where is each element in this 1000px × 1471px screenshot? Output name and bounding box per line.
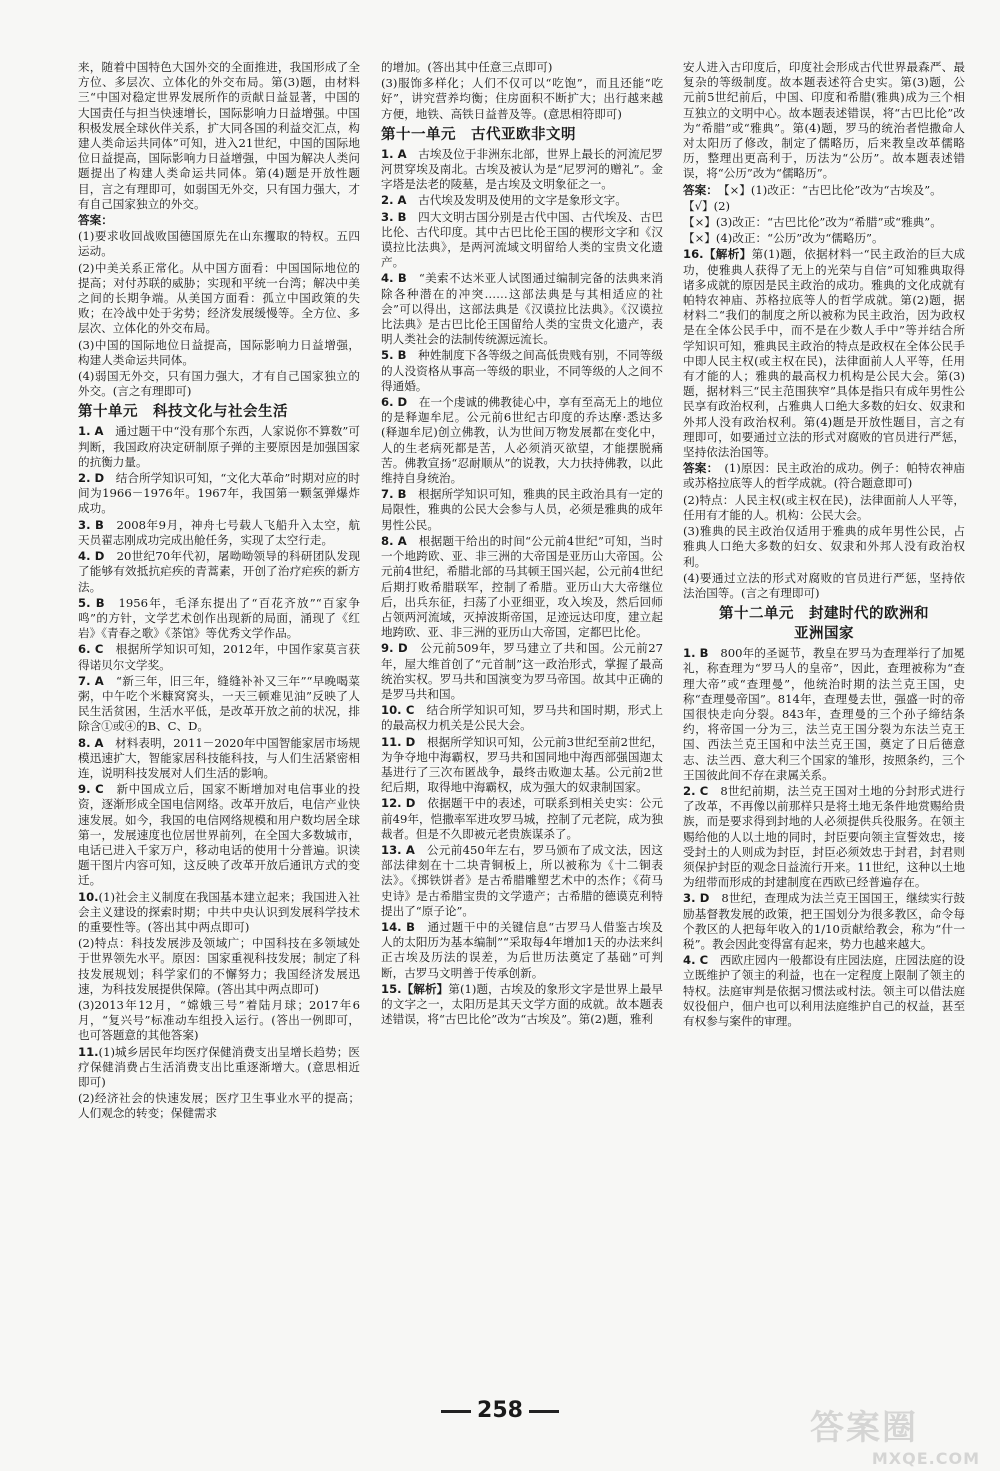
question-item: 10.(1)社会主义制度在我国基本建立起来；我国进入社会主义建设的探索时期；中共中央认识到发展科学技术的重要性等。(答出其中两点即可) <box>78 889 360 934</box>
question-number: 4. C <box>683 953 709 968</box>
question-item: 5. B 种姓制度下各等级之间高低贵贱有别，不同等级的人没资格从事高一等级的职业，不同等级的人之间不得通婚。 <box>381 348 663 393</box>
question-item: 6. D 在一个虔诚的佛教徒心中，享有至高无上的地位的是释迦牟尼。公元前6世纪古印度的乔达摩·悉达多(释迦牟尼)创立佛教，认为世间万物发展都在变化中，人的生老病死都是苦，人必须消灭欲望，才能摆脱痛苦。佛教宣扬“忍耐顺从”的说教，大力扶持佛教，以此维持自身统治。 <box>381 395 663 486</box>
question-number: 7. A <box>78 673 104 688</box>
question-item: 11. D 根据所学知识可知，公元前3世纪至前2世纪，为争夺地中海霸权，罗马共和国同地中海西部强国迦太基进行了三次布匿战争，最终击败迦太基。公元前2世纪后期，取得地中海霸权，成为强大的奴隶制国家。 <box>381 734 663 795</box>
question-number: 11. D <box>381 734 416 749</box>
question-number: 5. B <box>78 595 105 610</box>
answer-item: 答案： 【×】(1)改正：“古巴比伦”改为“古埃及”。 <box>683 182 942 197</box>
question-number: 4. D <box>78 549 105 564</box>
question-number: 6. C <box>78 642 104 657</box>
question-item: 16.【解析】第(1)题，依据材料一“民主政治的巨大成功，使雅典人获得了无上的光荣与自信”可知雅典取得诸多成就的原因是民主政治的成功。雅典的文化成就有帕特农神庙、苏格拉底等人的哲学成就。第(2)题，据材料二“我们的制度之所以被称为民主政治，因为政权是在全体公民手中，而不是在少数人手中”等并结合所学知识可知，雅典民主政治的特点是政权在全体公民手中即人民主权(或主权在民)，法律面前人人平等，任用有才能的人；雅典的最高权力机构是公民大会。第(3)题，据材料三“民主范围狭窄”具体是指只有成年男性公民享有政治权利，占雅典人口绝大多数的妇女、奴隶和外邦人没有政治权利。第(4)题是开放性题目，言之有理即可，如要通过立法的形式对腐败的官员进行严惩，坚持依法治国等。 <box>683 247 965 460</box>
question-number: 8. A <box>381 533 407 548</box>
question-number: 13. A <box>381 842 415 857</box>
watermark-logo: 答案圈 <box>810 1408 918 1448</box>
question-item: 4. C 西欧庄园内一般都设有庄园法庭，庄园法庭的设立既维护了领主的利益，也在一定程度上限制了领主的特权。法庭审判是依据习惯法或村法。领主可以借法庭奴役佃户，佃户也可以利用法庭维护自己的权益，甚至有权参与案件的审理。 <box>683 953 965 1028</box>
question-item: 7. B 根据所学知识可知，雅典的民主政治具有一定的局限性，雅典的公民大会参与人员，必须是雅典的成年男性公民。 <box>381 487 663 532</box>
unit-heading: 第十一单元 古代亚欧非文明 <box>381 126 576 143</box>
question-number: 7. B <box>381 487 407 502</box>
question-item: 14. B 通过题干中的关键信息“古罗马人借鉴古埃及人的太阳历为基本编制”“采取每4年增加1天的办法来纠正古埃及历法的误差，为后世历法奠定了基础”可判断，古罗马文明善于传承创新。 <box>381 919 663 980</box>
question-number: 15. <box>381 981 402 996</box>
answer-item: (2)特点：科技发展涉及领域广；中国科技在多领域处于世界领先水平。原因：国家重视科技发展；制定了科技发展规划；科学家们的不懈努力；我国经济发展迅速，为科技发展提供保障。(答出其中两点即可) <box>78 936 360 996</box>
answer-item: (2)特点：人民主权(或主权在民)，法律面前人人平等，任用有才能的人。机构：公民大会。 <box>683 492 965 522</box>
unit-heading-line1: 第十二单元 封建时代的欧洲和 <box>719 606 929 623</box>
answer-label: 答案： <box>683 182 718 197</box>
question-item: 6. C 根据所学知识可知，2012年，中国作家莫言获得诺贝尔文学奖。 <box>78 642 360 672</box>
column-middle <box>381 60 663 1028</box>
analysis-label: 【解析】 <box>401 981 449 996</box>
question-number: 1. A <box>381 146 407 161</box>
answer-label: 答案： <box>683 461 719 476</box>
answer-item: (2)中美关系正常化。从中国方面看：中国国际地位的提高；对付苏联的威胁；实现和平统一台湾；解决中美之间的长期争端。从美国方面看：孤立中国政策的失败；在冷战中处于劣势；经济发展缓慢等。全方位、多层次、立体化的外交布局。 <box>78 260 360 336</box>
question-item: 9. D 公元前509年，罗马建立了共和国。公元前27年，屋大维首创了“元首制”这一政治形式，掌握了最高统治实权。罗马共和国演变为罗马帝国。故其中正确的是罗马共和国。 <box>381 641 663 701</box>
page <box>78 60 968 1400</box>
answer-item: (3)服饰多样化；人们不仅可以“吃饱”，而且还能“吃好”，讲究营养均衡；住房面积不断扩大；出行越来越方便，地铁、高铁日益普及等。(意思相符即可) <box>381 76 663 121</box>
question-item: 4. D 20世纪70年代初，屠呦呦领导的科研团队发现了能够有效抵抗疟疾的青蒿素，开创了治疗疟疾的新方法。 <box>78 549 360 594</box>
question-number: 14. B <box>381 919 415 934</box>
watermark <box>810 1400 980 1466</box>
question-number: 12. D <box>381 796 416 811</box>
question-item: 12. D 依据题干中的表述，可联系到相关史实：公元前49年，恺撒率军进攻罗马城，控制了元老院，成为独裁者。但是不久即被元老贵族谋杀了。 <box>381 796 663 841</box>
question-number: 2. A <box>381 193 407 208</box>
question-number: 1. B <box>683 646 709 661</box>
question-item: 7. A “新三年，旧三年，缝缝补补又三年”“早晚喝菜粥，中午吃个米糠窝窝头，一天三顿难见油”反映了人民生活贫困，生活水平低，是改革开放之前的状况，排除含①或④的B、C、D。 <box>78 673 360 734</box>
question-item: 1. B 800年的圣诞节，教皇在罗马为查理举行了加冕礼，称查理为“罗马人的皇帝”，因此，查理被称为“查理大帝”或“查理曼”，他统治时期的法兰克王国，史称“查理曼帝国”。814年，查理曼去世，强盛一时的帝国很快走向分裂。843年，查理曼的三个孙子缔结条约，将帝国一分为三，法兰克王国分裂为东法兰克王国、西法兰克王国和中法兰克王国，奠定了日后德意志、法兰西、意大利三个国家的雏形，按照条约，三个王国彼此间不存在隶属关系。 <box>683 646 965 782</box>
answer-item: (3)2013年12月，“嫦娥三号”着陆月球；2017年6月，“复兴号”标准动车组投入运行。(答出一例即可，也可答题意的其他答案) <box>78 997 360 1043</box>
question-item: 1. A 通过题干中“没有那个东西，人家说你不算数”可判断，我国政府决定研制原子弹的主要原因是加强国家的抗衡力量。 <box>78 424 360 469</box>
answer-label: 答案： <box>78 213 113 228</box>
question-item: 10. C 结合所学知识可知，罗马共和国时期，形式上的最高权力机关是公民大会。 <box>381 703 663 733</box>
answer-item: (2)经济社会的快速发展；医疗卫生事业水平的提高；人们观念的转变；保健需求 <box>78 1091 360 1121</box>
question-number: 11. <box>78 1044 99 1059</box>
question-number: 10. C <box>381 703 415 718</box>
question-item: 2. C 8世纪前期，法兰克王国对土地的分封形式进行了改革，不再像以前那样只是将土地无条件地赏赐给贵族，而是要求得到封地的人必须提供兵役服务。在领主赐给他的人以土地的同时，封臣要向领主宣誓效忠，接受封土的人则成为封臣，封臣必须效忠于封君，封君则须保护封臣的观念日益流行开来。11世纪，这种以土地为纽带而形成的封建制度在西欧已经普遍存在。 <box>683 783 965 890</box>
question-item: 5. B 1956年，毛泽东提出了“百花齐放”“百家争鸣”的方针，文学艺术创作出现新的局面，涌现了《红岩》《青春之歌》《茶馆》等优秀文学作品。 <box>78 595 360 641</box>
answer-item: 【×】(4)改正：“公历”改为“儒略历”。 <box>683 231 884 246</box>
column-left <box>78 60 360 1123</box>
question-item: 3. D 8世纪，查理成为法兰克王国国王，继续实行鼓励基督教发展的政策，把王国划分为很多教区，命令每个教区的人把每年收入的1/10贡献给教会，称为“什一税”。教会因此变得富有起来，势力也越来越大。 <box>683 891 965 951</box>
unit-heading: 第十单元 科技文化与社会生活 <box>78 404 288 421</box>
answer-item: 【√】(2) <box>683 198 730 213</box>
unit-heading-line2: 亚洲国家 <box>794 626 854 643</box>
question-number: 2. D <box>78 471 105 486</box>
question-item: 8. A 根据题干给出的时间“公元前4世纪”可知，当时一个地跨欧、亚、非三洲的大帝国是亚历山大帝国。公元前4世纪，希腊北部的马其顿王国兴起，公元前4世纪后期打败希腊联军，控制了希腊。亚历山大大帝继位后，出兵东征，扫荡了小亚细亚，攻入埃及，然后回师占领两河流域，灭掉波斯帝国，足迹远达印度，建立起地跨欧、亚、非三洲的亚历山大帝国，定都巴比伦。 <box>381 533 663 640</box>
question-item: 15.【解析】第(1)题，古埃及的象形文字是世界上最早的文字之一，太阳历是其天文学方面的成就。故本题表述错误，将“古巴比伦”改为“古埃及”。第(2)题，雅利 <box>381 981 663 1027</box>
question-item: 1. A 古埃及位于非洲东北部，世界上最长的河流尼罗河贯穿埃及南北。古埃及被认为是“尼罗河的赠礼”。金字塔是法老的陵墓，是古埃及文明象征之一。 <box>381 146 663 192</box>
watermark-url: MXQE.COM <box>871 1449 980 1468</box>
question-number: 16. <box>683 247 704 262</box>
question-number: 6. D <box>381 395 408 410</box>
question-item: 4. B “美索不达米亚人试图通过编制完备的法典来消除各种潜在的冲突……这部法典是与其相适应的社会”可以得出，这部法典是《汉谟拉比法典》。《汉谟拉比法典》是古巴比伦王国留给人类的宝贵文化遗产，表明人类社会的法制传统源远流长。 <box>381 271 663 347</box>
question-number: 5. B <box>381 348 407 363</box>
paragraph: 来，随着中国特色大国外交的全面推进，我国形成了全方位、多层次、立体化的外交布局。第(3)题，由材料三“中国对稳定世界发展所作的贡献日益显著，中国的大国责任与担当快速增长，国际影响力日益增强。中国积极发展全球伙伴关系，扩大同各国的利益交汇点，构建人类命运共同体”可知，进入21世纪，中国的国际地位日益提高，国际影响力日益增强，中国为解决人类问题提出了构建人类命运共同体。第(4)题是开放性题目，言之有理即可，如弱国无外交，只有国力强大，才有自己国家独立的外交。 <box>78 60 360 211</box>
column-right <box>683 60 965 1030</box>
question-number: 3. B <box>78 517 104 532</box>
question-item: 3. B 四大文明古国分别是古代中国、古代埃及、古巴比伦、古代印度。其中古巴比伦王国的楔形文字和《汉谟拉比法典》，是两河流域文明留给人类的宝贵文化遗产。 <box>381 209 663 270</box>
paragraph: 安人进入古印度后，印度社会形成古代世界最森严、最复杂的等级制度。故本题表述符合史实。第(3)题，公元前5世纪前后，中国、印度和希腊(雅典)成为三个相互独立的文明中心。故本题表述错误，将“古巴比伦”改为“希腊”或“雅典”。第(4)题，罗马的统治者恺撒命人对太阳历了修改，制定了儒略历，后来教皇改革儒略历，整理出更高利于，历法为“公历”。故本题表述错误，将“公历”改为“儒略历”。 <box>683 60 965 181</box>
question-number: 3. D <box>683 891 710 906</box>
question-number: 8. A <box>78 735 104 750</box>
analysis-label: 【解析】 <box>703 247 752 262</box>
question-item: 9. C 新中国成立后，国家不断增加对电信事业的投资，逐渐形成全国电信网络。改革开放后，电信产业快速发展。如今，我国的电信网络规模和用户数均居全球第一，发展速度也位居世界前列，在全国大多数城市，电话已进入千家万户，移动电话的使用十分普遍。识读题干图片内容可知，这反映了改革开放后通讯方式的变迁。 <box>78 782 360 888</box>
answer-item: 【×】(3)改正：“古巴比伦”改为“希腊”或“雅典”。 <box>683 215 942 230</box>
question-number: 4. B <box>381 271 407 286</box>
answer-item: (1)要求收回战败国德国原先在山东攫取的特权。五四运动。 <box>78 229 360 259</box>
question-number: 9. D <box>381 641 408 656</box>
question-item: 13. A 公元前450年左右，罗马颁布了成文法，因这部法律刻在十二块青铜板上，所以被称为《十二铜表法》。《掷铁饼者》是古希腊雕塑艺术中的杰作；《荷马史诗》是古希腊宝贵的文学遗产；古希腊的德谟克利特提出了“原子论”。 <box>381 842 663 918</box>
dash-left <box>441 1410 471 1413</box>
question-item: 8. A 材料表明，2011－2020年中国智能家居市场规模迅速扩大，智能家居科技能科技，与人们生活紧密相连，说明科技发展对人们生活的影响。 <box>78 735 360 780</box>
question-number: 9. C <box>78 782 104 797</box>
question-number: 10. <box>78 889 99 904</box>
paragraph: 的增加。(答出其中任意三点即可) <box>381 60 553 74</box>
answer-item: (3)雅典的民主政治仅适用于雅典的成年男性公民，占雅典人口绝大多数的妇女、奴隶和外邦人没有政治权利。 <box>683 524 965 569</box>
answer-item: (4)要通过立法的形式对腐败的官员进行严惩，坚持依法治国等。(言之有理即可) <box>683 570 965 600</box>
answer-item: (4)弱国无外交，只有国力强大，才有自己国家独立的外交。(言之有理即可) <box>78 369 360 399</box>
question-item: 3. B 2008年9月，神舟七号载人飞船升入太空，航天员翟志刚成功完成出舱任务，实现了太空行走。 <box>78 517 360 547</box>
unit-heading <box>683 604 965 644</box>
question-item: 2. A 古代埃及发明及使用的文字是象形文字。 <box>381 193 627 208</box>
answer-item: 答案： (1)原因：民主政治的成功。例子：帕特农神庙或苏格拉底等人的哲学成就。(符合题意即可) <box>683 461 965 491</box>
question-item: 2. D 结合所学知识可知，“文化大革命”时期对应的时间为1966－1976年。1967年，我国第一颗氢弹爆炸成功。 <box>78 471 360 516</box>
question-number: 1. A <box>78 424 104 439</box>
page-number-text: 258 <box>477 1398 523 1423</box>
question-number: 2. C <box>683 783 709 798</box>
question-number: 3. B <box>381 209 407 224</box>
question-item: 11.(1)城乡居民年均医疗保健消费支出呈增长趋势；医疗保健消费占生活消费支出比重逐渐增大。(意思相近即可) <box>78 1044 360 1089</box>
answer-item: (3)中国的国际地位日益提高，国际影响力日益增强，构建人类命运共同体。 <box>78 337 360 367</box>
dash-right <box>529 1410 559 1413</box>
